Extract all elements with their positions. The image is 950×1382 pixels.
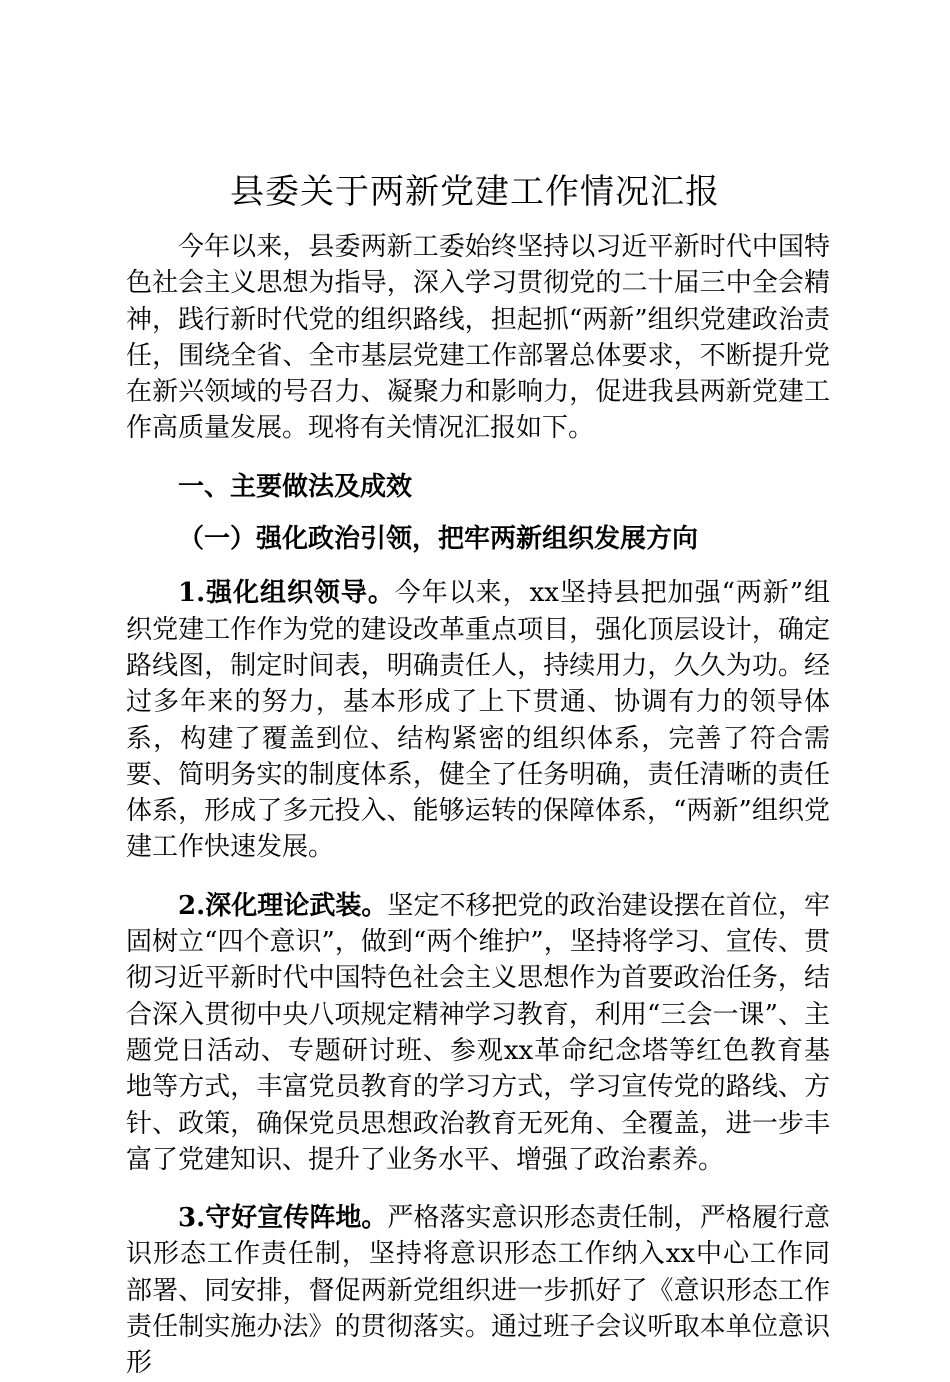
- item-text: 严格落实意识形态责任制，严格履行意识形态工作责任制，坚持将意识形态工作纳入xx中心工作同部署、同安排，督促两新党组织进一步抓好了《意识形态工作责任制实施办法》的贯彻落实。通过班子会议听取本单位意识形: [126, 1203, 830, 1379]
- section-heading: 一、主要做法及成效: [178, 471, 413, 502]
- item-paragraph: [126, 1200, 830, 1381]
- item-lead: 1.强化组织领导。: [178, 578, 395, 609]
- subsection-heading: （一）强化政治引领，把牢两新组织发展方向: [178, 524, 699, 555]
- item-paragraph: [126, 888, 830, 1178]
- item-text: 坚定不移把党的政治建设摆在首位，牢固树立“四个意识”，做到“两个维护”，坚持将学习、宣传、贯彻习近平新时代中国特色社会主义思想作为首要政治任务，结合深入贯彻中央八项规定精神学习教育，利用“三会一课”、主题党日活动、专题研讨班、参观xx革命纪念塔等红色教育基地等方式，丰富党员教育的学习方式，学习宣传党的路线、方针、政策，确保党员思想政治教育无死角、全覆盖，进一步丰富了党建知识、提升了业务水平、增强了政治素养。: [126, 890, 830, 1175]
- document-body: [126, 229, 830, 1382]
- document-title: 县委关于两新党建工作情况汇报: [230, 172, 720, 212]
- item-paragraph: [126, 575, 830, 865]
- item-lead: 3.守好宣传阵地。: [178, 1203, 388, 1234]
- item-lead: 2.深化理论武装。: [178, 890, 388, 921]
- intro-paragraph: 今年以来，县委两新工委始终坚持以习近平新时代中国特色社会主义思想为指导，深入学习贯彻党的二十届三中全会精神，践行新时代党的组织路线，担起抓“两新”组织党建政治责任，围绕全省、全市基层党建工作部署总体要求，不断提升党在新兴领域的号召力、凝聚力和影响力，促进我县两新党建工作高质量发展。现将有关情况汇报如下。: [126, 232, 830, 444]
- item-text: 今年以来，xx坚持县把加强“两新”组织党建工作作为党的建设改革重点项目，强化顶层设计，确定路线图，制定时间表，明确责任人，持续用力，久久为功。经过多年来的努力，基本形成了上下贯通、协调有力的领导体系，构建了覆盖到位、结构紧密的组织体系，完善了符合需要、简明务实的制度体系，健全了任务明确，责任清晰的责任体系，形成了多元投入、能够运转的保障体系，“两新”组织党建工作快速发展。: [126, 578, 830, 863]
